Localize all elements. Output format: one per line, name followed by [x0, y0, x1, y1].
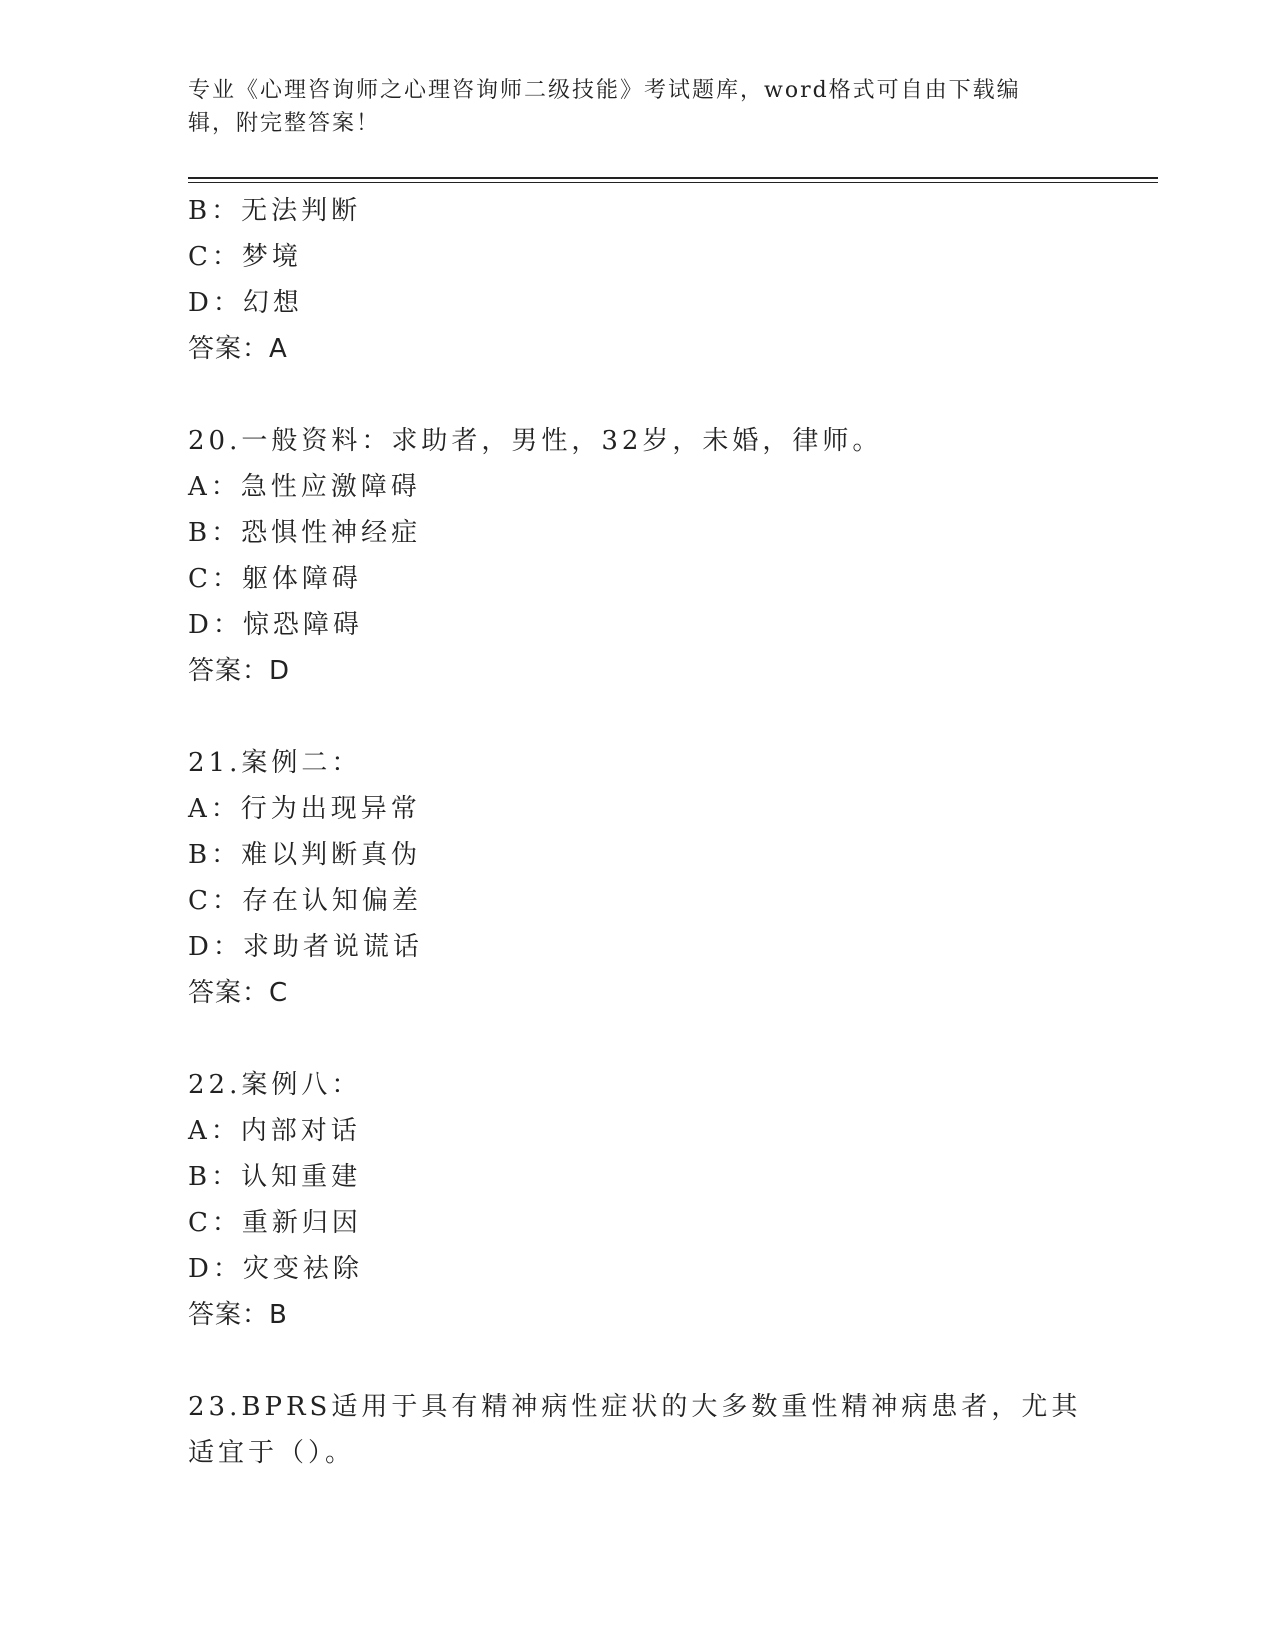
option-c: C：梦境: [188, 242, 302, 272]
question-20: [188, 418, 1108, 694]
answer-line: 答案：A: [188, 334, 288, 364]
question-list: [188, 188, 1108, 1476]
question-fragment: [188, 188, 1108, 372]
option-c: C：躯体障碍: [188, 564, 362, 594]
option-d: D：灾变祛除: [188, 1254, 363, 1284]
question-stem: 22.案例八：: [188, 1070, 362, 1100]
option-b: B：无法判断: [188, 196, 362, 226]
question-21: [188, 740, 1108, 1016]
header-divider-thick: [188, 177, 1158, 179]
option-b: B：难以判断真伪: [188, 840, 422, 870]
option-d: D：求助者说谎话: [188, 932, 423, 962]
option-c: C：重新归因: [188, 1208, 362, 1238]
option-a: A：急性应激障碍: [188, 472, 421, 502]
option-d: D：惊恐障碍: [188, 610, 363, 640]
answer-line: 答案：C: [188, 978, 289, 1008]
question-23: [188, 1384, 1108, 1476]
option-c: C：存在认知偏差: [188, 886, 422, 916]
answer-line: 答案：D: [188, 656, 291, 686]
option-d: D：幻想: [188, 288, 303, 318]
question-stem: 23.BPRS适用于具有精神病性症状的大多数重性精神病患者，尤其适宜于（）。: [188, 1392, 1082, 1468]
header-divider-thin: [188, 182, 1158, 183]
option-a: A：行为出现异常: [188, 794, 421, 824]
option-b: B：认知重建: [188, 1162, 362, 1192]
document-header: 专业《心理咨询师之心理咨询师二级技能》考试题库，word格式可自由下载编辑，附完整答案！: [188, 78, 1021, 136]
question-stem: 20.一般资料：求助者，男性，32岁，未婚，律师。: [188, 426, 883, 456]
question-22: [188, 1062, 1108, 1338]
option-a: A：内部对话: [188, 1116, 361, 1146]
question-stem: 21.案例二：: [188, 748, 362, 778]
answer-line: 答案：B: [188, 1300, 288, 1330]
option-b: B：恐惧性神经症: [188, 518, 422, 548]
